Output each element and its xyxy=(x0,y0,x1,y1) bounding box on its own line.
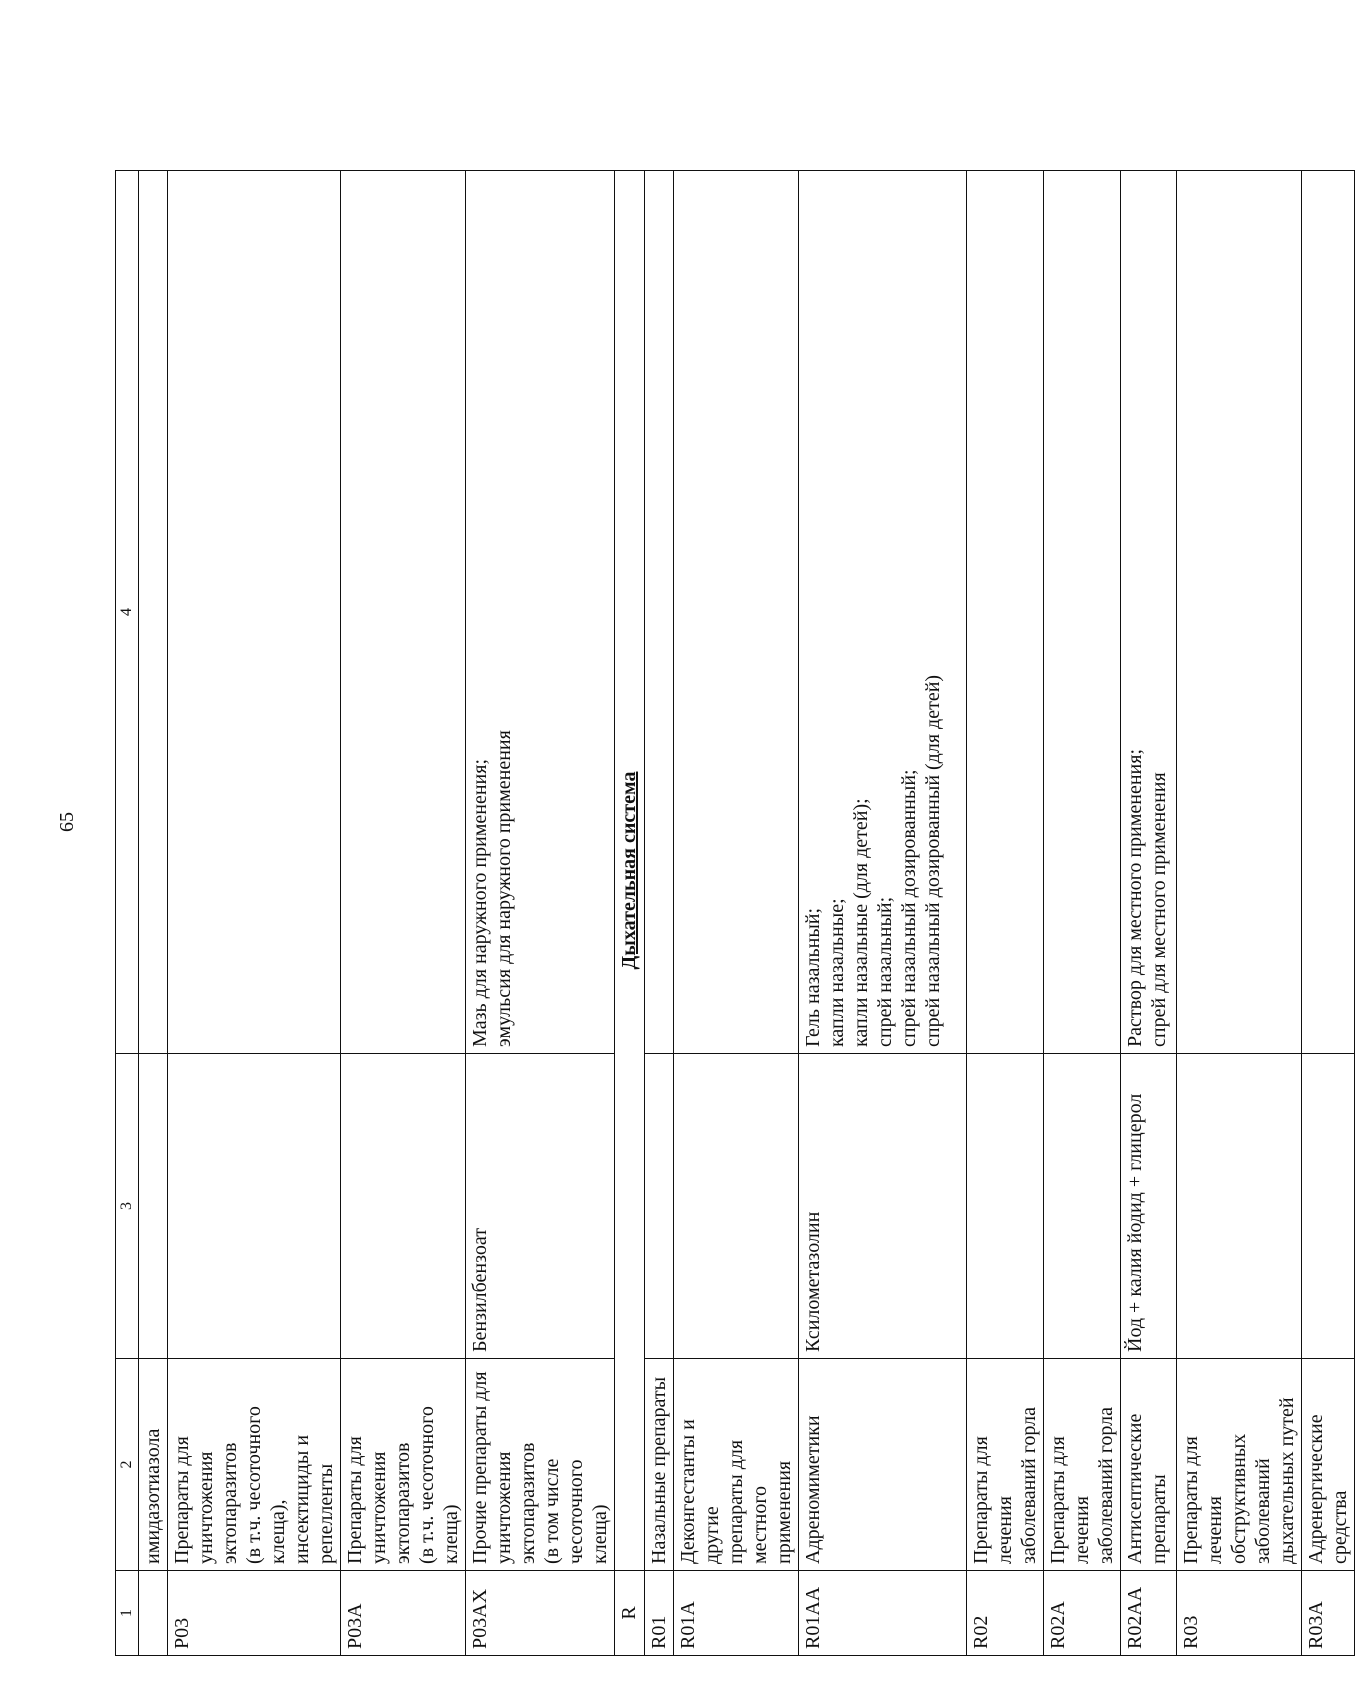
table-row xyxy=(139,171,168,1656)
group-name-cell: Препараты для лечения обструктивных заболеваний дыхательных путей xyxy=(1177,1359,1302,1571)
drug-name-cell: Бензилбензоат xyxy=(466,1054,615,1359)
drug-name-cell xyxy=(674,1054,799,1359)
atc-code-cell: R01A xyxy=(674,1571,799,1656)
drug-table-container xyxy=(115,171,1351,1656)
table-row xyxy=(1177,171,1302,1656)
table-row xyxy=(645,171,674,1656)
table-row xyxy=(1044,171,1121,1656)
page-number: 65 xyxy=(56,812,78,832)
group-name-cell: Антисептические препараты xyxy=(1121,1359,1177,1571)
dosage-forms-cell: Раствор для местного применения; спрей для местного применения xyxy=(1121,171,1177,1054)
atc-code-cell: R03 xyxy=(1177,1571,1302,1656)
dosage-forms-cell: Гель назальный; капли назальные; капли назальные (для детей); спрей назальный; спрей назальный дозированный; спрей назальный дозированный (для детей) xyxy=(799,171,967,1054)
atc-code-cell: R01 xyxy=(645,1571,674,1656)
group-name-cell: Препараты для уничтожения эктопаразитов (в т.ч. чесоточного клеща) xyxy=(341,1359,466,1571)
dosage-forms-cell xyxy=(341,171,466,1054)
drug-classification-table xyxy=(115,170,1355,1656)
dosage-forms-cell xyxy=(645,171,674,1054)
group-name-cell: Прочие препараты для уничтожения эктопаразитов (в том числе чесоточного клеща) xyxy=(466,1359,615,1571)
dosage-forms-cell xyxy=(139,171,168,1054)
drug-name-cell xyxy=(967,1054,1044,1359)
dosage-forms-cell xyxy=(1177,171,1302,1054)
section-title: Дыхательная система xyxy=(615,171,645,1571)
atc-code-cell: R03A xyxy=(1302,1571,1355,1656)
dosage-forms-cell xyxy=(1044,171,1121,1054)
drug-name-cell xyxy=(168,1054,341,1359)
table-row xyxy=(1302,171,1355,1656)
group-name-cell: Деконгестанты и другие препараты для местного применения xyxy=(674,1359,799,1571)
drug-name-cell xyxy=(1302,1054,1355,1359)
table-row xyxy=(674,171,799,1656)
drug-name-cell xyxy=(341,1054,466,1359)
atc-code-cell: R02AA xyxy=(1121,1571,1177,1656)
group-name-cell: Препараты для уничтожения эктопаразитов (в т.ч. чесоточного клеща), инсектициды и репелленты xyxy=(168,1359,341,1571)
group-name-cell: Назальные препараты xyxy=(645,1359,674,1571)
table-row xyxy=(168,171,341,1656)
group-name-cell: Препараты для лечения заболеваний горла xyxy=(967,1359,1044,1571)
atc-code-cell: R02 xyxy=(967,1571,1044,1656)
section-row xyxy=(615,171,645,1656)
table-row xyxy=(341,171,466,1656)
column-header: 3 xyxy=(116,1054,139,1359)
drug-name-cell xyxy=(139,1054,168,1359)
group-name-cell: Препараты для лечения заболеваний горла xyxy=(1044,1359,1121,1571)
table-header-row xyxy=(116,171,139,1656)
atc-code-cell: P03AX xyxy=(466,1571,615,1656)
group-name-cell: Адренергические средства xyxy=(1302,1359,1355,1571)
column-header: 4 xyxy=(116,171,139,1054)
atc-code-cell: R02A xyxy=(1044,1571,1121,1656)
dosage-forms-cell: Мазь для наружного применения; эмульсия для наружного применения xyxy=(466,171,615,1054)
table-row xyxy=(799,171,967,1656)
column-header: 2 xyxy=(116,1359,139,1571)
dosage-forms-cell xyxy=(674,171,799,1054)
group-name-cell: имидазотиазола xyxy=(139,1359,168,1571)
drug-name-cell: Йод + калия йодид + глицерол xyxy=(1121,1054,1177,1359)
drug-name-cell xyxy=(645,1054,674,1359)
atc-code-cell: R01AA xyxy=(799,1571,967,1656)
drug-name-cell: Ксилометазолин xyxy=(799,1054,967,1359)
atc-code-cell: P03 xyxy=(168,1571,341,1656)
atc-code-cell xyxy=(139,1571,168,1656)
dosage-forms-cell xyxy=(967,171,1044,1054)
drug-name-cell xyxy=(1177,1054,1302,1359)
table-row xyxy=(967,171,1044,1656)
table-row xyxy=(466,171,615,1656)
column-header: 1 xyxy=(116,1571,139,1656)
drug-name-cell xyxy=(1044,1054,1121,1359)
table-row xyxy=(1121,171,1177,1656)
dosage-forms-cell xyxy=(168,171,341,1054)
atc-code-cell: R xyxy=(615,1571,645,1656)
atc-code-cell: P03A xyxy=(341,1571,466,1656)
dosage-forms-cell xyxy=(1302,171,1355,1054)
group-name-cell: Адреномиметики xyxy=(799,1359,967,1571)
